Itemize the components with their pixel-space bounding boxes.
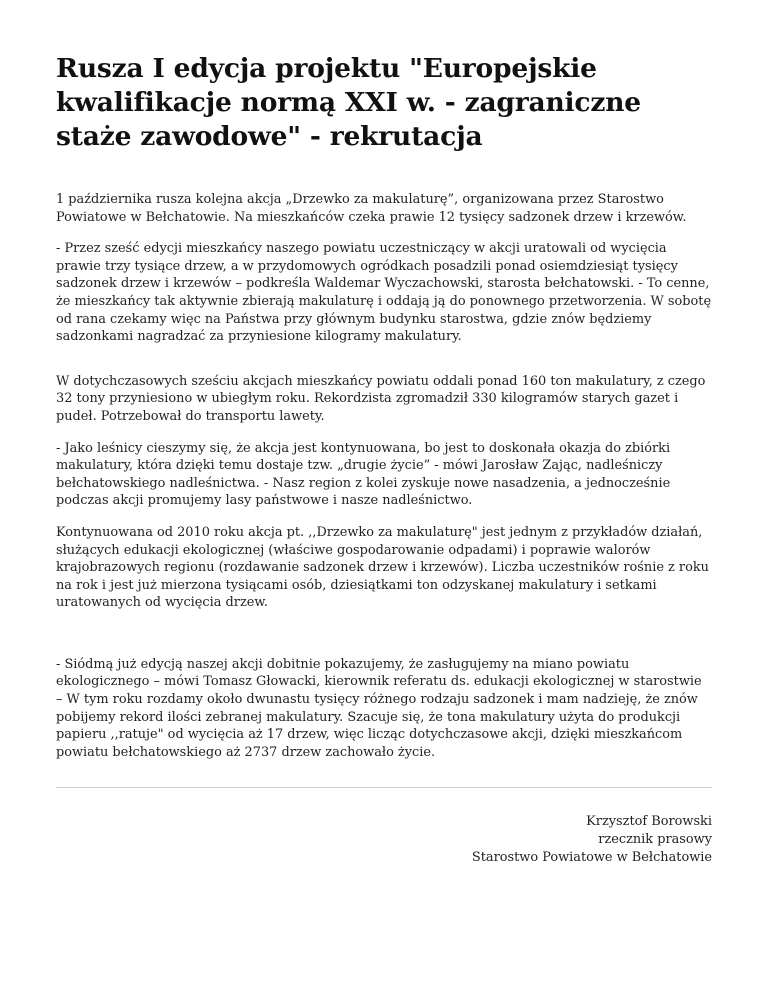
article-body — [56, 191, 712, 761]
paragraph-intro: 1 października rusza kolejna akcja „Drzewko za makulaturę”, organizowana przez Starostwo Powiatowe w Bełchatowie. Na mieszkańców czeka prawie 12 tysięcy sadzonek drzew i krzewów. — [56, 192, 687, 225]
article-title: Rusza I edycja projektu "Europejskie kwalifikacje normą XXI w. - zagraniczne staże zawodowe" - rekrutacja — [56, 53, 641, 152]
signature-organization: Starostwo Powiatowe w Bełchatowie — [471, 849, 712, 865]
document-page — [56, 52, 712, 866]
paragraph-campaign-history: Kontynuowana od 2010 roku akcja pt. ,,Drzewko za makulaturę" jest jednym z przykładów działań, służących edukacji ekologicznej (właściwe gospodarowanie odpadami) i poprawie walorów krajobrazowych regionu (rozdawanie sadzonek drzew i krzewów). Liczba uczestników rośnie z roku na rok i jest już mierzona tysiącami osób, dziesiątkami ton odzyskanej makulatury i setkami uratowanych od wycięcia drzew. — [56, 524, 709, 611]
divider — [56, 787, 712, 788]
signature-block — [56, 813, 712, 866]
signature-role: rzecznik prasowy — [598, 832, 712, 848]
paragraph-statistics: W dotychczasowych sześciu akcjach mieszkańcy powiatu oddali ponad 160 ton makulatury, z czego 32 tony przyniesiono w ubiegłym roku. Rekordzista zgromadził 330 kilogramów starych gazet i pudeł. Potrzebował do transportu lawety. — [56, 373, 706, 424]
paragraph-starosta-quote: - Przez sześć edycji mieszkańcy naszego powiatu uczestniczący w akcji uratowali od wycięcia prawie trzy tysiące drzew, a w przydomowych ogródkach posadzili ponad osiemdziesiąt tysięcy sadzonek drzew i krzewów – podkreśla Waldemar Wyczachowski, starosta bełchatowski. - To cenne, że mieszkańcy tak aktywnie zbierają makulaturę i oddają ją do ponownego przetworzenia. W sobotę od rana czekamy więc na Państwa przy głównym budynku starostwa, gdzie znów będziemy sadzonkami nagradzać za przyniesione kilogramy makulatury. — [56, 241, 712, 345]
paragraph-forester-quote: - Jako leśnicy cieszymy się, że akcja jest kontynuowana, bo jest to doskonała okazja do zbiórki makulatury, która dzięki temu dostaje tzw. „drugie życie” - mówi Jarosław Zając, nadleśniczy bełchatowskiego nadleśnictwa. - Nasz region z kolei zyskuje nowe nasadzenia, a jednocześnie podczas akcji promujemy lasy państwowe i nasze nadleśnictwo. — [56, 440, 671, 509]
paragraph-ecology-quote: - Siódmą już edycją naszej akcji dobitnie pokazujemy, że zasługujemy na miano powiatu ekologicznego – mówi Tomasz Głowacki, kierownik referatu ds. edukacji ekologicznej w starostwie – W tym roku rozdamy około dwunastu tysięcy różnego rodzaju sadzonek i mam nadzieję, że znów pobijemy rekord ilości zebranej makulatury. Szacuje się, że tona makulatury użyta do produkcji papieru ,,ratuje" od wycięcia aż 17 drzew, więc licząc dotychczasowe akcji, dzięki mieszkańcom powiatu bełchatowskiego aż 2737 drzew zachowało życie. — [56, 656, 702, 760]
signature-name: Krzysztof Borowski — [586, 814, 712, 830]
